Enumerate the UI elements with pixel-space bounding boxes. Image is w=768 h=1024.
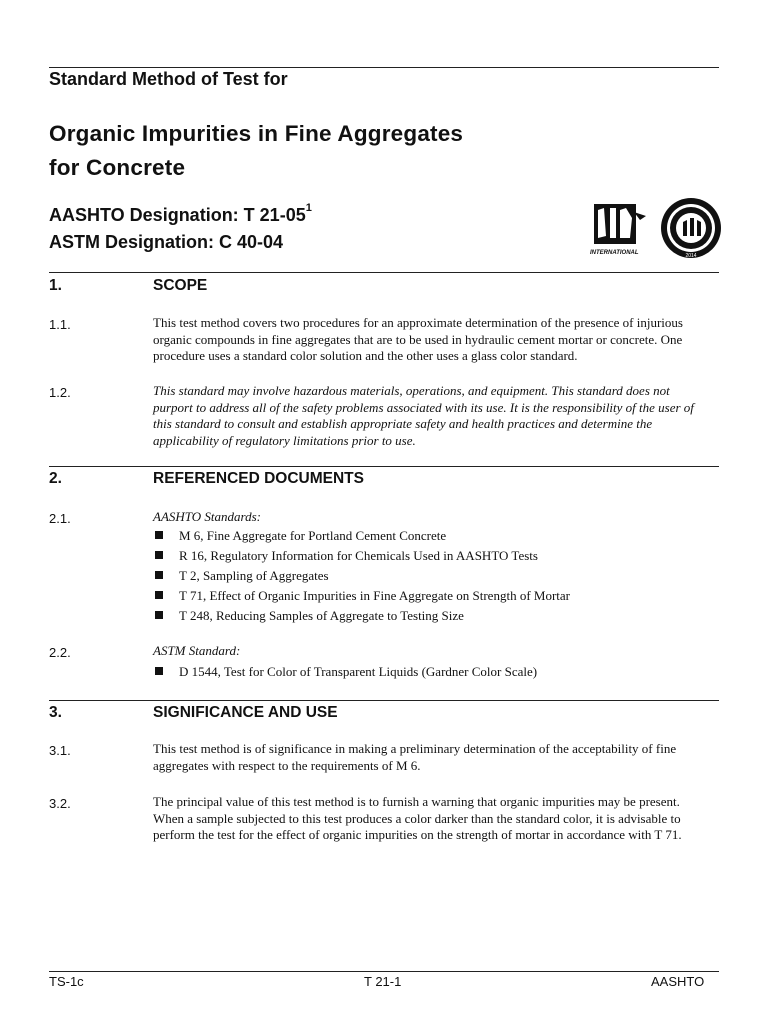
subsection-number: 3.1. — [49, 743, 71, 758]
square-bullet-icon — [155, 571, 163, 579]
aashto-designation-text: AASHTO Designation: T 21-05 — [49, 205, 306, 225]
list-item: T 2, Sampling of Aggregates — [155, 566, 570, 586]
list-item: T 248, Reducing Samples of Aggregate to Testing Size — [155, 606, 570, 626]
square-bullet-icon — [155, 611, 163, 619]
paragraph-3-2: The principal value of this test method is to furnish a warning that organic impurities may be present. When a sample subjected to this test produces a color darker than the standard color, it is advisable to perform the test for the effect of organic impurities on the strength of mortar in accordance with T 71. — [153, 794, 682, 842]
page-number: T 21-1 — [364, 974, 402, 989]
section-3-rule — [49, 700, 719, 701]
subsection-number: 1.1. — [49, 317, 71, 332]
aashto-standards-label: AASHTO Standards: — [153, 509, 261, 524]
astm-logo-caption: INTERNATIONAL — [590, 250, 639, 256]
subsection-number: 2.1. — [49, 511, 71, 526]
square-bullet-icon — [155, 667, 163, 675]
subsection-number: 3.2. — [49, 796, 71, 811]
square-bullet-icon — [155, 551, 163, 559]
paragraph-3-1: This test method is of significance in making a preliminary determination of the acceptability of fine aggregates with respect to the requirements of M 6. — [153, 741, 677, 773]
section-heading-scope: SCOPE — [153, 277, 208, 294]
astm-standard-label: ASTM Standard: — [153, 643, 241, 658]
astm-international-logo-icon — [584, 198, 654, 258]
document-type-label: Standard Method of Test for — [49, 69, 288, 89]
subsection-number: 2.2. — [49, 645, 71, 660]
list-item: R 16, Regulatory Information for Chemicals Used in AASHTO Tests — [155, 546, 570, 566]
subsection-number: 1.2. — [49, 385, 71, 400]
aashto-designation — [49, 202, 312, 226]
aashto-seal-icon — [659, 196, 723, 260]
title-line-2: for Concrete — [49, 155, 186, 180]
section-1-rule — [49, 272, 719, 273]
header-top-rule — [49, 67, 719, 68]
section-heading-significance-and-use: SIGNIFICANCE AND USE — [153, 704, 338, 721]
section-number: 3. — [49, 704, 62, 721]
astm-standards-list — [155, 662, 537, 682]
paragraph-1-2: This standard may involve hazardous materials, operations, and equipment. This standard does not purport to address all of the safety problems associated with its use. It is the responsibility of the user of this standard to consult and establish appropriate safety and health practices and determine the applicability of regulatory limitations prior to use. — [153, 383, 694, 448]
footnote-marker: 1 — [305, 202, 312, 214]
seal-year: 2014 — [685, 253, 697, 259]
astm-designation: ASTM Designation: C 40-04 — [49, 232, 284, 252]
list-item: T 71, Effect of Organic Impurities in Fine Aggregate on Strength of Mortar — [155, 586, 570, 606]
square-bullet-icon — [155, 531, 163, 539]
section-2-rule — [49, 466, 719, 467]
paragraph-1-1: This test method covers two procedures for an approximate determination of the presence of injurious organic compounds in fine aggregates that are to be used in hydraulic cement mortar or concrete. One procedure uses a standard color solution and the other uses a glass color standard. — [153, 315, 683, 363]
section-number: 1. — [49, 277, 62, 294]
footer-publisher: AASHTO — [651, 974, 705, 989]
footer-rule — [49, 971, 719, 972]
page-title — [49, 117, 463, 185]
footer-left-code: TS-1c — [49, 974, 84, 989]
square-bullet-icon — [155, 591, 163, 599]
title-line-1: Organic Impurities in Fine Aggregates — [49, 121, 464, 146]
section-heading-referenced-documents: REFERENCED DOCUMENTS — [153, 470, 364, 487]
list-item: D 1544, Test for Color of Transparent Liquids (Gardner Color Scale) — [155, 662, 537, 682]
aashto-standards-list — [155, 526, 570, 626]
section-number: 2. — [49, 470, 62, 487]
list-item: M 6, Fine Aggregate for Portland Cement Concrete — [155, 526, 570, 546]
